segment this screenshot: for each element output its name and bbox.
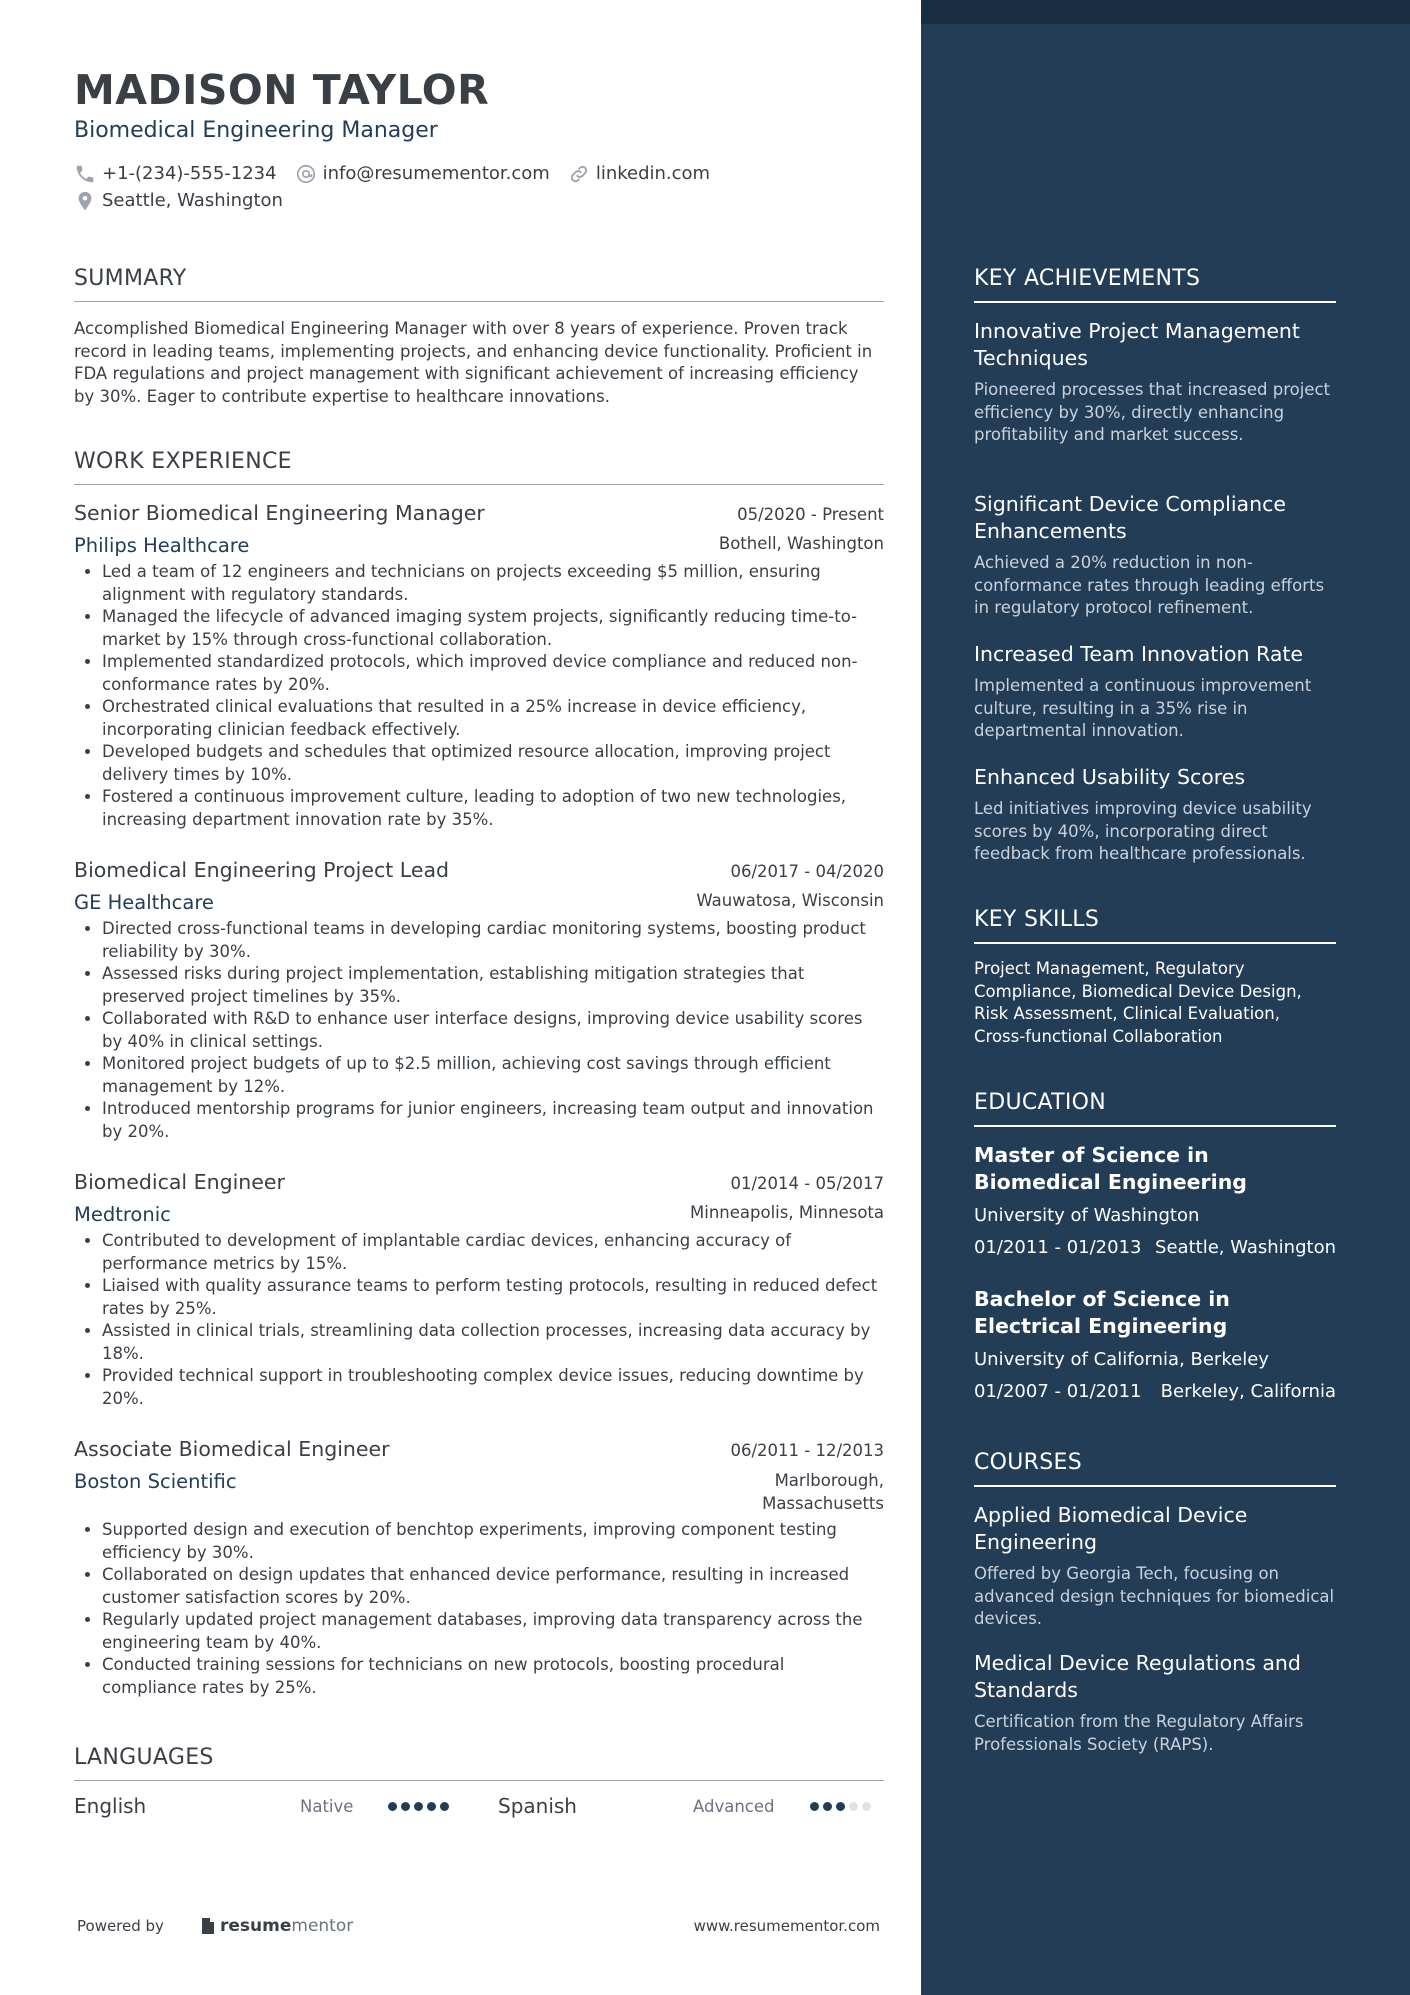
achievements-heading-text: KEY ACHIEVEMENTS: [974, 266, 1201, 291]
powered-by-label: Powered by: [77, 1917, 164, 1935]
course-description: Offered by Georgia Tech, focusing on advanced design techniques for biomedical devices.: [974, 1564, 1335, 1628]
job-bullet: • Provided technical support in troubleshooting complex device issues, reducing downtime by 20%.: [102, 1365, 884, 1410]
achievements-heading: [974, 266, 1336, 303]
education-divider: [974, 1125, 1336, 1127]
contact-email[interactable]: [295, 163, 550, 185]
languages-divider: [74, 1780, 884, 1781]
footer: [74, 1916, 884, 1936]
sidebar-top-band: [921, 0, 1410, 24]
job-bullets: [74, 561, 884, 831]
job-dates: 05/2020 - Present: [737, 505, 884, 524]
achievement-description: Led initiatives improving device usability scores by 40%, incorporating direct feedback from healthcare professionals.: [974, 799, 1312, 863]
language-proficiency-dots: [810, 1802, 871, 1811]
job-role: Senior Biomedical Engineering Manager: [74, 501, 485, 525]
job-dates: 06/2011 - 12/2013: [730, 1441, 884, 1460]
language-proficiency-dots: [388, 1802, 449, 1811]
skills-list: Project Management, Regulatory Compliance, Biomedical Device Design, Risk Assessment, Clinical Evaluation, Cross-functional Collaboration: [974, 959, 1302, 1046]
job-bullet: • Orchestrated clinical evaluations that resulted in a 25% increase in device efficiency, incorporating clinician feedback effectively.: [102, 696, 884, 741]
job-bullet: • Collaborated on design updates that enhanced device performance, resulting in increased customer satisfaction scores by 20%.: [102, 1564, 884, 1609]
courses-heading: [974, 1450, 1336, 1487]
summary-divider: [74, 301, 884, 302]
job-bullet: • Contributed to development of implantable cardiac devices, enhancing accuracy of performance metrics by 15%.: [102, 1230, 884, 1275]
languages-list: [74, 1794, 884, 1818]
achievement-item: [974, 764, 1336, 866]
job-entry: [74, 858, 884, 1143]
education-degree: Master of Science in Biomedical Engineering: [974, 1143, 1247, 1194]
job-role: Biomedical Engineering Project Lead: [74, 858, 450, 882]
at-icon: [295, 163, 317, 185]
language-name: English: [74, 1794, 147, 1818]
courses-heading-text: COURSES: [974, 1450, 1082, 1475]
linkedin-text: linkedin.com: [595, 163, 711, 184]
proficiency-dot: [810, 1802, 819, 1811]
job-bullet: • Led a team of 12 engineers and technicians on projects exceeding $5 million, ensuring alignment with regulatory standards.: [102, 561, 884, 606]
achievement-description: Achieved a 20% reduction in non-conformance rates through leading efforts in regulatory protocol refinement.: [974, 553, 1325, 617]
phone-text: +1-(234)-555-1234: [102, 163, 277, 184]
courses-divider: [974, 1485, 1336, 1487]
job-bullet: • Monitored project budgets of up to $2.5 million, achieving cost savings through efficient management by 12%.: [102, 1053, 884, 1098]
education-item: [974, 1142, 1336, 1258]
job-bullet: • Collaborated with R&D to enhance user interface designs, improving device usability scores by 40% in clinical settings.: [102, 1008, 884, 1053]
job-bullet: • Implemented standardized protocols, which improved device compliance and reduced non-conformance rates by 20%.: [102, 651, 884, 696]
course-item: [974, 1502, 1336, 1631]
job-dates: 06/2017 - 04/2020: [730, 862, 884, 881]
language-name: Spanish: [498, 1794, 577, 1818]
job-bullet: • Managed the lifecycle of advanced imaging system projects, significantly reducing time-to-market by 15% through cross-functional collaboration.: [102, 606, 884, 651]
skills-heading-text: KEY SKILLS: [974, 907, 1100, 932]
location-pin-icon: [74, 190, 96, 212]
education-location: Berkeley, California: [1160, 1381, 1336, 1402]
candidate-title: Biomedical Engineering Manager: [74, 118, 438, 143]
proficiency-dot: [862, 1802, 871, 1811]
course-item: [974, 1650, 1336, 1756]
education-school: University of California, Berkeley: [974, 1349, 1269, 1370]
education-heading-text: EDUCATION: [974, 1090, 1107, 1115]
job-bullet: • Developed budgets and schedules that optimized resource allocation, improving project delivery times by 10%.: [102, 741, 884, 786]
job-role: Biomedical Engineer: [74, 1170, 285, 1194]
education-heading: [974, 1090, 1336, 1127]
job-bullet: • Liaised with quality assurance teams to perform testing protocols, resulting in reduced defect rates by 25%.: [102, 1275, 884, 1320]
footer-website[interactable]: www.resumementor.com: [693, 1917, 880, 1935]
resumementor-logo-icon: [200, 1916, 216, 1936]
language-level: Native: [300, 1796, 354, 1816]
summary-heading-text: SUMMARY: [74, 266, 187, 291]
achievement-title: Significant Device Compliance Enhancements: [974, 492, 1286, 543]
proficiency-dot: [388, 1802, 397, 1811]
achievement-title: Enhanced Usability Scores: [974, 765, 1246, 789]
brand-logo[interactable]: [200, 1916, 353, 1936]
proficiency-dot: [427, 1802, 436, 1811]
course-title: Medical Device Regulations and Standards: [974, 1651, 1301, 1702]
job-role: Associate Biomedical Engineer: [74, 1437, 390, 1461]
summary-text: Accomplished Biomedical Engineering Manager with over 8 years of experience. Proven track record in leading teams, implementing projects, and enhancing device functionality. Proficient in FDA regulations and project management with significant achievement of increasing efficiency by 30%. Eager to contribute expertise to healthcare innovations.: [74, 319, 873, 406]
job-company: Medtronic: [74, 1203, 171, 1226]
proficiency-dot: [414, 1802, 423, 1811]
job-location: Marlborough, Massachusetts: [762, 1471, 884, 1513]
job-bullet: • Supported design and execution of benchtop experiments, improving component testing efficiency by 30%.: [102, 1519, 884, 1564]
contact-phone[interactable]: [74, 163, 277, 185]
achievement-item: [974, 318, 1336, 447]
brand-name-light: mentor: [291, 1916, 354, 1936]
job-bullets: [74, 1519, 884, 1699]
education-degree: Bachelor of Science in Electrical Engineering: [974, 1287, 1230, 1338]
proficiency-dot: [401, 1802, 410, 1811]
education-location: Seattle, Washington: [1155, 1237, 1336, 1258]
job-bullet: • Fostered a continuous improvement culture, leading to adoption of two new technologies, increasing department innovation rate by 35%.: [102, 786, 884, 831]
job-entry: [74, 1437, 884, 1699]
education-dates: 01/2007 - 01/2011: [974, 1381, 1142, 1402]
course-title: Applied Biomedical Device Engineering: [974, 1503, 1248, 1554]
brand-name-bold: resume: [220, 1916, 292, 1936]
achievement-item: [974, 641, 1336, 743]
proficiency-dot: [823, 1802, 832, 1811]
language-level: Advanced: [693, 1796, 775, 1816]
language-item: [498, 1794, 871, 1818]
job-bullets: [74, 1230, 884, 1410]
education-school: University of Washington: [974, 1205, 1200, 1226]
experience-heading-text: WORK EXPERIENCE: [74, 449, 292, 474]
job-bullet: • Conducted training sessions for technicians on new protocols, boosting procedural compliance rates by 25%.: [102, 1654, 884, 1699]
achievement-description: Implemented a continuous improvement culture, resulting in a 35% rise in departmental innovation.: [974, 676, 1312, 740]
candidate-name: MADISON TAYLOR: [74, 66, 490, 114]
achievement-item: [974, 491, 1336, 620]
job-bullet: • Introduced mentorship programs for junior engineers, increasing team output and innovation by 20%.: [102, 1098, 884, 1143]
proficiency-dot: [440, 1802, 449, 1811]
job-company: Boston Scientific: [74, 1470, 237, 1493]
languages-heading: [74, 1745, 884, 1781]
job-company: GE Healthcare: [74, 891, 214, 914]
location-text: Seattle, Washington: [102, 190, 283, 211]
job-bullet: • Assessed risks during project implementation, establishing mitigation strategies that preserved project timelines by 35%.: [102, 963, 884, 1008]
link-icon: [568, 163, 590, 185]
education-dates: 01/2011 - 01/2013: [974, 1237, 1142, 1258]
job-location: Minneapolis, Minnesota: [690, 1203, 884, 1222]
job-bullet: • Directed cross-functional teams in developing cardiac monitoring systems, boosting product reliability by 30%.: [102, 918, 884, 963]
achievements-divider: [974, 301, 1336, 303]
contact-location: [74, 190, 283, 212]
skills-heading: [974, 907, 1336, 944]
contact-linkedin[interactable]: [568, 163, 710, 185]
achievement-title: Increased Team Innovation Rate: [974, 642, 1304, 666]
email-text: info@resumementor.com: [322, 163, 550, 184]
job-entry: [74, 1170, 884, 1410]
job-location: Bothell, Washington: [718, 534, 884, 553]
job-bullet: • Regularly updated project management databases, improving data transparency across the engineering team by 40%.: [102, 1609, 884, 1654]
job-company: Philips Healthcare: [74, 534, 250, 557]
achievement-title: Innovative Project Management Techniques: [974, 319, 1300, 370]
phone-icon: [74, 163, 96, 185]
experience-divider: [74, 484, 884, 485]
proficiency-dot: [849, 1802, 858, 1811]
experience-heading: [74, 449, 884, 485]
language-item: [74, 1794, 498, 1818]
proficiency-dot: [836, 1802, 845, 1811]
skills-divider: [974, 942, 1336, 944]
contact-info: [74, 160, 710, 214]
course-description: Certification from the Regulatory Affairs Professionals Society (RAPS).: [974, 1712, 1304, 1754]
job-bullet: • Assisted in clinical trials, streamlining data collection processes, increasing data accuracy by 18%.: [102, 1320, 884, 1365]
achievement-description: Pioneered processes that increased project efficiency by 30%, directly enhancing profitability and market success.: [974, 380, 1330, 444]
education-item: [974, 1286, 1336, 1402]
job-bullets: [74, 918, 884, 1143]
summary-heading: [74, 266, 884, 302]
job-location: Wauwatosa, Wisconsin: [696, 891, 884, 910]
job-dates: 01/2014 - 05/2017: [730, 1174, 884, 1193]
languages-heading-text: LANGUAGES: [74, 1745, 214, 1770]
job-entry: [74, 501, 884, 831]
